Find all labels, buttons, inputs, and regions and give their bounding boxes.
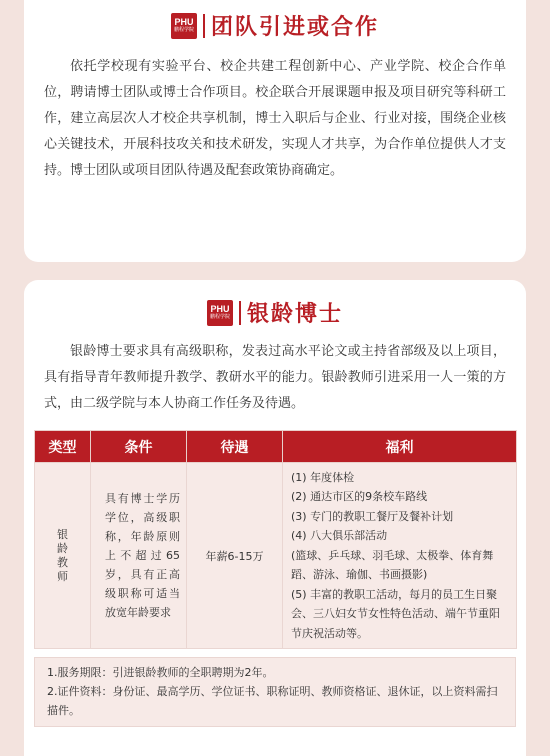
header-condition: 条件 — [91, 431, 187, 463]
table-row — [35, 463, 517, 649]
header-type: 类型 — [35, 431, 91, 463]
senior-doctor-card — [24, 280, 526, 756]
heading-divider — [239, 301, 241, 325]
section-heading — [24, 10, 526, 41]
welfare-item: (1) 年度体检 — [291, 470, 355, 484]
note-item: 2.证件资料：身份证、最高学历、学位证书、职称证明、教师资格证、退休证，以上资料需扫描件。 — [47, 685, 498, 717]
logo-subtext: 鹏程学院 — [209, 314, 230, 320]
header-pay: 待遇 — [187, 431, 283, 463]
welfare-item: (4) 八大俱乐部活动 — [291, 529, 388, 543]
cell-welfare — [283, 463, 517, 649]
section-paragraph: 依托学校现有实验平台、校企共建工程创新中心、产业学院、校企合作单位，聘请博士团队或博士合作项目。校企联合开展课题申报及项目研究等科研工作，建立高层次人才校企共享机制，博士入职后与企业、行业对接，围绕企业核心关键技术，开展科技攻关和技术研发，实现人才共享，为合作单位提供人才支持。博士团队或项目团队待遇及配套政策协商确定。 — [44, 59, 506, 178]
section-title: 团队引进或合作 — [210, 14, 379, 40]
section-paragraph: 银龄博士要求具有高级职称，发表过高水平论文或主持省部级及以上项目，具有指导青年教师提升教学、教研水平的能力。银龄教师引进采用一人一策的方式，由二级学院与本人协商工作任务及待遇。 — [44, 344, 506, 411]
welfare-item: (篮球、乒乓球、羽毛球、太极拳、体育舞蹈、游泳、瑜伽、书画摄影) — [291, 548, 494, 582]
logo-subtext: 鹏程学院 — [173, 27, 194, 33]
cell-pay: 年薪6-15万 — [187, 463, 283, 649]
section-heading — [24, 297, 526, 328]
cell-type — [35, 463, 91, 649]
heading-divider — [203, 14, 205, 38]
note-item: 1.服务期限：引进银龄教师的全职聘期为2年。 — [47, 666, 274, 679]
table-header-row — [35, 431, 517, 463]
school-logo-icon — [207, 300, 233, 326]
logo-text: PHU — [174, 17, 194, 27]
welfare-item: (3) 专门的教职工餐厅及餐补计划 — [291, 509, 454, 523]
school-logo-icon — [171, 13, 197, 39]
team-cooperation-card — [24, 0, 526, 262]
notes-box — [34, 657, 516, 727]
benefits-table — [34, 430, 517, 649]
welfare-item: (5) 丰富的教职工活动，每月的员工生日聚会、三八妇女节女性特色活动、端午节重阳节庆祝活动等。 — [291, 587, 500, 640]
logo-text: PHU — [210, 304, 230, 314]
cell-condition: 具有博士学历学位，高级职称，年龄原则上不超过65岁，具有正高级职称可适当放宽年龄要求 — [91, 463, 187, 649]
type-label: 银龄教师 — [57, 527, 68, 583]
header-welfare: 福利 — [283, 431, 517, 463]
welfare-item: (2) 通达市区的9条校车路线 — [291, 490, 428, 504]
section-title: 银龄博士 — [246, 301, 343, 327]
